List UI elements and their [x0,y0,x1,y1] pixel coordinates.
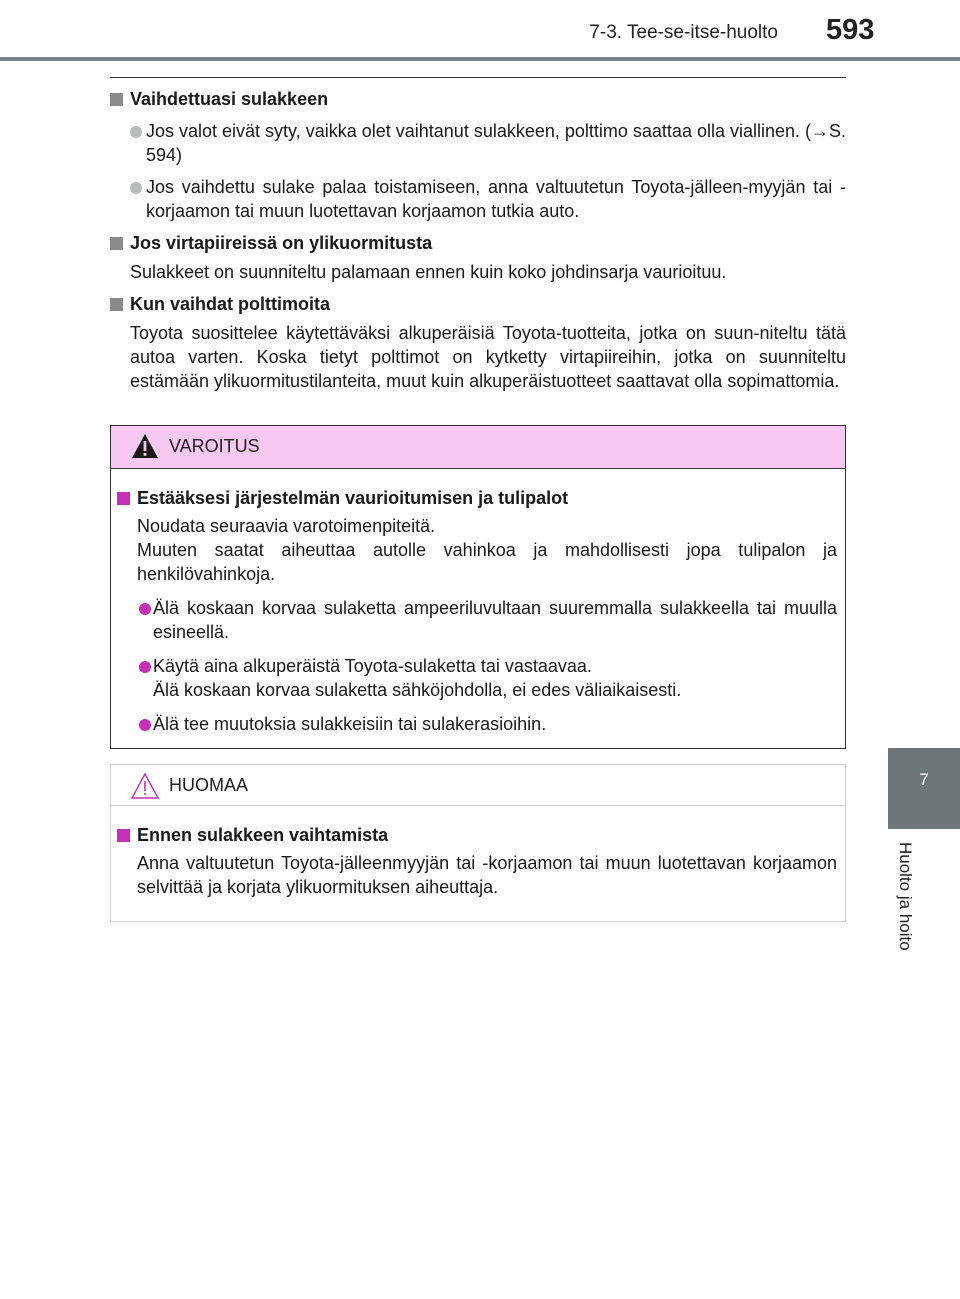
list-item-text: Jos valot eivät syty, vaikka olet vaihtanut sulakkeen, polttimo saattaa olla viallinen. (→S. 594) [146,121,847,165]
list-item [117,596,837,644]
list-item-text: Älä tee muutoksia sulakkeisiin tai sulakerasioihin. [153,714,547,734]
chapter-tab [888,748,960,829]
square-bullet-icon [117,829,130,842]
square-bullet-icon [117,492,130,505]
section-heading-text: Jos virtapiireissä on ylikuormitusta [130,233,433,253]
notice-heading-text: Ennen sulakkeen vaihtamista [137,825,389,845]
warning-heading-text: Estääksesi järjestelmän vaurioitumisen ja tulipalot [137,488,569,508]
paragraph: Sulakkeet on suunniteltu palamaan ennen kuin koko johdinsarja vaurioituu. [130,262,727,282]
circle-bullet-icon [139,603,151,615]
list-item-text: Älä koskaan korvaa sulaketta ampeeriluvultaan suuremmalla sulakkeella tai muulla esineellä. [153,598,837,642]
notice-body [111,806,845,899]
warning-body [111,469,845,736]
header-rule [0,57,960,61]
notice-heading [117,823,837,847]
warning-heading [117,486,837,510]
section-heading [110,87,846,111]
list-item [117,712,837,736]
circle-bullet-icon [139,661,151,673]
chapter-label: Huolto ja hoito [896,842,915,951]
chapter-number: 7 [919,770,929,789]
warning-intro: Noudata seuraavia varotoimenpiteitä. [137,516,436,536]
list-item [117,654,837,702]
paragraph: Toyota suosittelee käytettäväksi alkuperäisiä Toyota-tuotteita, jotka on suun-niteltu tätä autoa varten. Koska tietyt polttimot on kytketty virtapiireihin, jotka on suunniteltu estämään ylikuormitustilanteita, muut kuin alkuperäistuotteet saattavat olla sopimattomia. [130,323,846,391]
circle-bullet-icon [130,182,142,194]
section-heading-text: Kun vaihdat polttimoita [130,294,330,314]
notice-text: Anna valtuutetun Toyota-jälleenmyyjän tai -korjaamon tai muun luotettavan korjaamon selvittää ja korjata ylikuormituksen aiheuttaja. [137,853,837,897]
circle-bullet-icon [139,719,151,731]
page-number: 593 [826,14,875,46]
section-heading-text: Vaihdettuasi sulakkeen [130,89,329,109]
warning-intro: Muuten saatat aiheuttaa autolle vahinkoa ja mahdollisesti jopa tulipalon ja henkilövahinkoja. [137,540,837,584]
top-divider [110,77,846,78]
notice-header [111,765,845,806]
main-content [110,87,846,393]
circle-bullet-icon [130,126,142,138]
section-title: 7-3. Tee-se-itse-huolto [589,22,778,43]
list-item-text: Jos vaihdettu sulake palaa toistamiseen, anna valtuutetun Toyota-jälleen-myyjän tai -korjaamon tai muun luotettavan korjaamon tutkia auto. [146,177,846,221]
list-item [110,175,846,223]
square-bullet-icon [110,237,123,250]
warning-title: VAROITUS [169,436,260,456]
warning-box [110,425,846,749]
square-bullet-icon [110,93,123,106]
notice-box [110,764,846,922]
notice-title: HUOMAA [169,775,249,795]
section-heading [110,292,846,316]
list-item-line: Käytä aina alkuperäistä Toyota-sulaketta tai vastaavaa. [153,656,592,676]
list-item [110,119,846,167]
list-item-text [143,654,837,702]
list-item-line: Älä koskaan korvaa sulaketta sähköjohdolla, ei edes väliaikaisesti. [153,680,682,700]
section-heading [110,231,846,255]
caution-triangle-icon [131,772,159,800]
warning-triangle-icon [131,433,159,459]
warning-header [111,426,845,469]
square-bullet-icon [110,298,123,311]
